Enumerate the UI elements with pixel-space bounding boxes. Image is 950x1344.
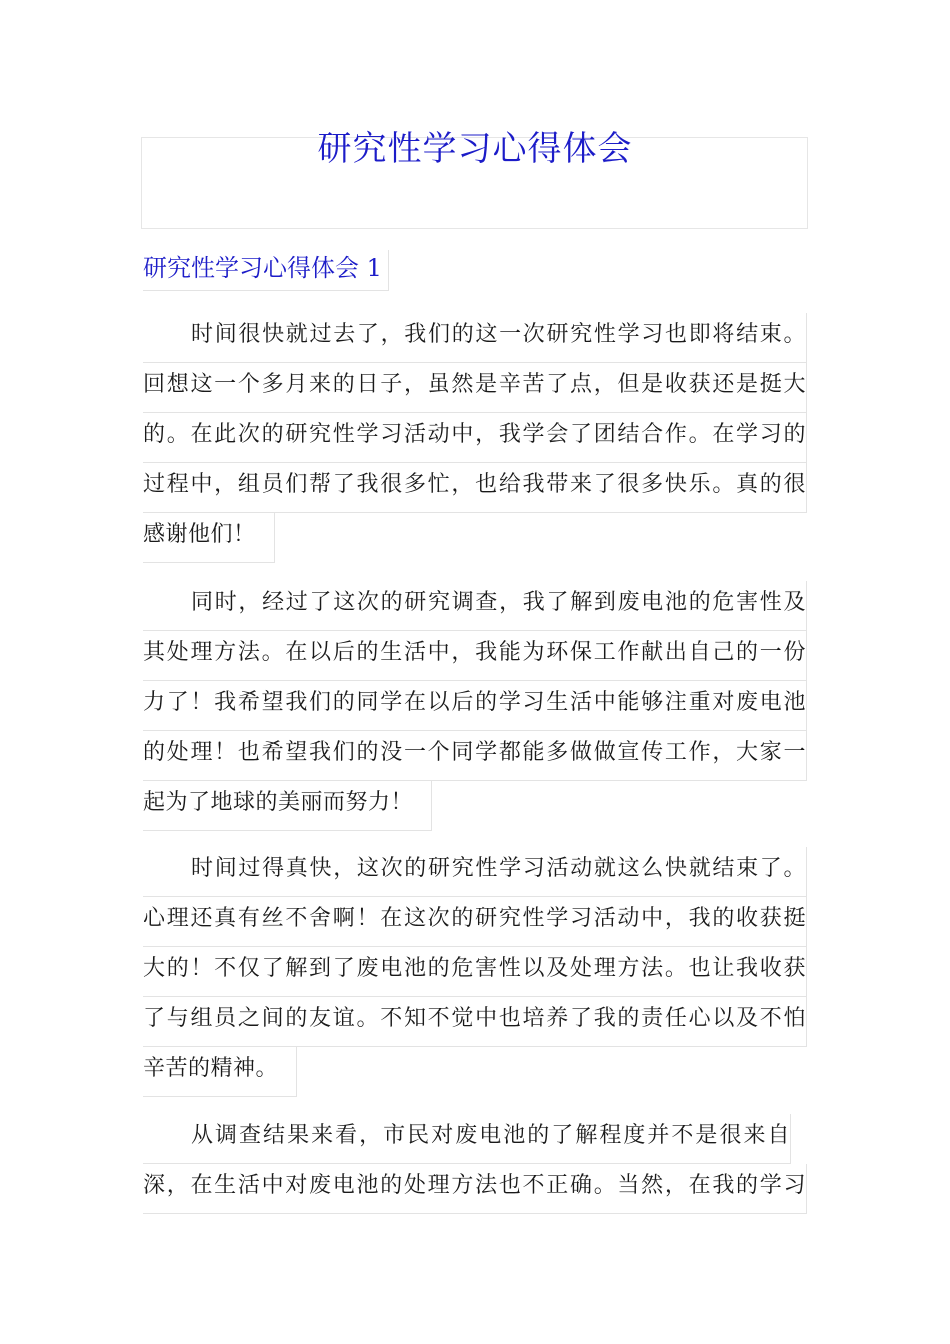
paragraph-line: 时间很快就过去了，我们的这一次研究性学习也即将结束。 [143, 313, 807, 363]
paragraph-line: 的处理！也希望我们的没一个同学都能多做做宣传工作，大家一 [143, 731, 807, 781]
paragraph-line: 辛苦的精神。 [143, 1047, 297, 1097]
paragraph-line: 的。在此次的研究性学习活动中，我学会了团结合作。在学习的 [143, 413, 807, 463]
document-title: 研究性学习心得体会 [317, 129, 633, 169]
paragraph-line: 时间过得真快，这次的研究性学习活动就这么快就结束了。 [143, 847, 807, 897]
paragraph-line: 大的！不仅了解到了废电池的危害性以及处理方法。也让我收获 [143, 947, 807, 997]
paragraph-line: 力了！我希望我们的同学在以后的学习生活中能够注重对废电池 [143, 681, 807, 731]
paragraph-4 [143, 1114, 807, 1214]
paragraph-2 [143, 581, 807, 835]
paragraph-line: 心理还真有丝不舍啊！在这次的研究性学习活动中，我的收获挺 [143, 897, 807, 947]
paragraph-line: 其处理方法。在以后的生活中，我能为环保工作献出自己的一份 [143, 631, 807, 681]
paragraph-line: 感谢他们！ [143, 513, 275, 563]
paragraph-line: 过程中，组员们帮了我很多忙，也给我带来了很多快乐。真的很 [143, 463, 807, 513]
paragraph-3 [143, 847, 807, 1101]
paragraph-line: 了与组员之间的友谊。不知不觉中也培养了我的责任心以及不怕 [143, 997, 807, 1047]
paragraph-line: 同时，经过了这次的研究调查，我了解到废电池的危害性及 [143, 581, 807, 631]
paragraph-line: 从调查结果来看，市民对废电池的了解程度并不是很来自 [143, 1114, 791, 1164]
paragraph-line: 起为了地球的美丽而努力！ [143, 781, 432, 831]
section-heading: 研究性学习心得体会 1 [143, 250, 389, 291]
paragraph-1 [143, 313, 807, 567]
paragraph-line: 回想这一个多月来的日子，虽然是辛苦了点，但是收获还是挺大 [143, 363, 807, 413]
paragraph-line: 深，在生活中对废电池的处理方法也不正确。当然，在我的学习 [143, 1164, 807, 1214]
